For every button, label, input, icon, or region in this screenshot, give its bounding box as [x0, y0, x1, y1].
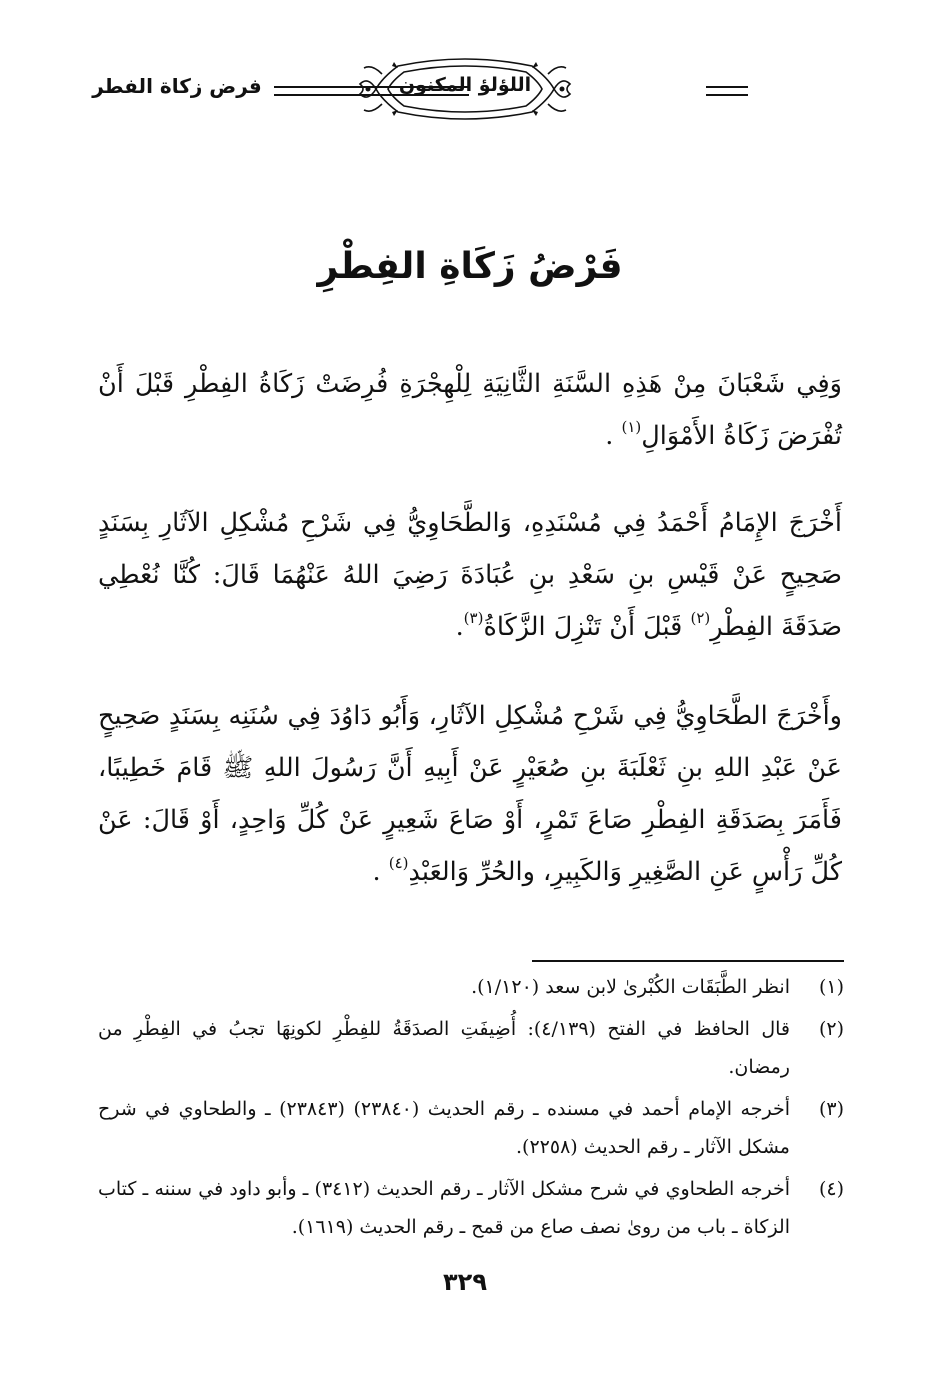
paragraph-1-end: . [605, 421, 622, 451]
footnote-ref-3: (٣) [463, 609, 484, 627]
footnote-text: انظر الطَّبَقَات الكُبْرىٰ لابن سعد (١/١٢٠). [471, 976, 790, 998]
book-title-ornament [358, 54, 572, 124]
paragraph-3 [98, 690, 842, 898]
page-number: ٣٢٩ [443, 1268, 487, 1296]
paragraph-1 [98, 358, 842, 462]
footnote-ref-4: (٤) [388, 854, 409, 872]
footnote-mark: (٤) [818, 1178, 844, 1200]
footnotes [98, 968, 844, 1250]
header-double-rule-right [706, 86, 748, 96]
book-title: اللؤلؤ المكنون [398, 74, 532, 96]
footnote-separator [532, 960, 844, 962]
footnote-2 [98, 1010, 844, 1086]
footnote-1 [98, 968, 844, 1006]
paragraph-2-text-a: أَخْرَجَ الإِمَامُ أَحْمَدُ فِي مُسْنَدِهِ، وَالطَّحَاوِيُّ فِي شَرْحِ مُشْكِلِ الآثَارِ بِسَنَدٍ صَحِيحٍ عَنْ قَيْسِ بنِ سَعْدِ بنِ عُبَادَةَ رَضِيَ اللهُ عَنْهُمَا قَالَ: كُنَّا نُعْطِي صَدَقَةَ الفِطْرِ [98, 508, 842, 642]
footnote-mark: (٢) [818, 1018, 844, 1040]
footnote-text: أخرجه الإمام أحمد في مسنده ـ رقم الحديث (٢٣٨٤٠) (٢٣٨٤٣) ـ والطحاوي في شرح مشكل الآثار ـ رقم الحديث (٢٢٥٨). [98, 1098, 790, 1158]
footnote-ref-1: (١) [621, 418, 642, 436]
section-heading: فَرْضُ زَكَاةِ الفِطْرِ [317, 246, 623, 287]
paragraph-3-text: وأَخْرَجَ الطَّحَاوِيُّ فِي شَرْحِ مُشْكِلِ الآثَارِ، وَأَبُو دَاوُدَ فِي سُنَنِه بِسَنَدٍ صَحِيحٍ عَنْ عَبْدِ اللهِ بنِ ثَعْلَبَةَ بنِ صُعَيْرٍ عَنْ أَبِيهِ أَنَّ رَسُولَ اللهِ ﷺ قَامَ خَطِيبًا، فَأَمَرَ بِصَدَقَةِ الفِطْرِ صَاعَ تَمْرٍ، أَوْ صَاعَ شَعِيرٍ عَنْ كُلِّ وَاحِدٍ، أَوْ قَالَ: عَنْ كُلِّ رَأْسٍ عَنِ الصَّغِيرِ وَالكَبِيرِ، والحُرِّ وَالعَبْدِ [98, 701, 842, 887]
paragraph-2-text-b: قَبْلَ أَنْ تَنْزِلَ الزَّكَاةُ [483, 612, 691, 642]
footnote-mark: (١) [818, 976, 844, 998]
chapter-title: فرض زكاة الفطر [92, 74, 262, 98]
footnote-mark: (٣) [818, 1098, 844, 1120]
paragraph-2 [98, 497, 842, 653]
footnote-text: أخرجه الطحاوي في شرح مشكل الآثار ـ رقم الحديث (٣٤١٢) ـ وأبو داود في سننه ـ كتاب الزكاة ـ باب من روىٰ نصف صاع من قمح ـ رقم الحديث (١٦١٩). [98, 1178, 790, 1238]
paragraph-2-end: . [455, 612, 464, 642]
footnote-text: قال الحافظ في الفتح (٤/١٣٩): أُضِيفَتِ الصدَقَةُ للفِطْرِ لكونِهَا تجبُ في الفِطْرِ من رمضان. [98, 1018, 790, 1078]
footnote-4 [98, 1170, 844, 1246]
footnote-ref-2: (٢) [690, 609, 711, 627]
paragraph-1-text: وَفِي شَعْبَانَ مِنْ هَذِهِ السَّنَةِ الثَّانِيَةِ لِلْهِجْرَةِ فُرِضَتْ زَكَاةُ الفِطْرِ قَبْلَ أَنْ تُفْرَضَ زَكَاةُ الأَمْوَالِ [98, 369, 842, 451]
paragraph-3-end: . [372, 857, 389, 887]
footnote-3 [98, 1090, 844, 1166]
running-header [86, 52, 844, 128]
